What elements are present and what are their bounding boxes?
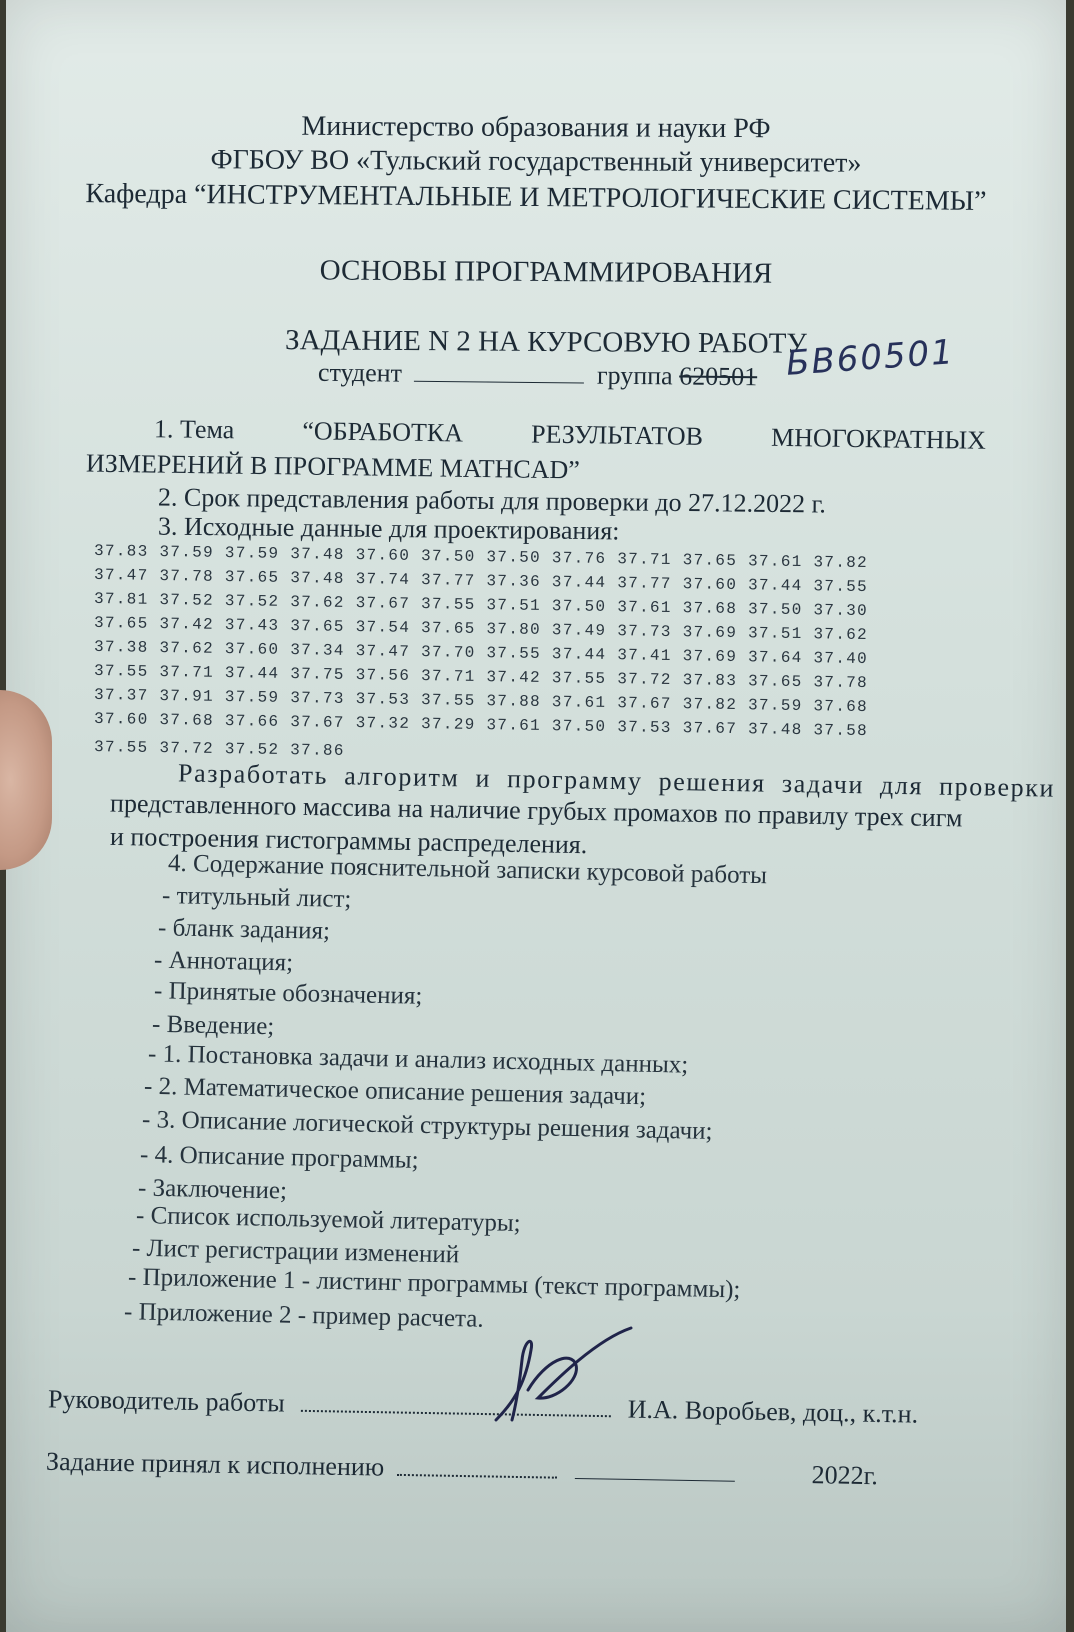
topic-word-2: “ОБРАБОТКА [302, 416, 464, 448]
contents-item: - 3. Описание логической структуры решения задачи; [141, 1106, 713, 1145]
data-row: 37.65 37.42 37.43 37.65 37.54 37.65 37.80 37.49 37.73 37.69 37.51 37.62 [93, 613, 869, 645]
supervisor-label: Руководитель работы [47, 1384, 286, 1418]
department-line: Кафедра “ИНСТРУМЕНТАЛЬНЫЕ И МЕТРОЛОГИЧЕСКИЕ СИСТЕМЫ” [85, 178, 987, 217]
supervisor-signature [476, 1320, 646, 1430]
deadline-line: 2. Срок представления работы для проверки до 27.12.2022 г. [157, 482, 826, 519]
task-title: ЗАДАНИЕ N 2 НА КУРСОВУЮ РАБОТУ [285, 324, 807, 360]
data-row: 37.83 37.59 37.59 37.48 37.60 37.50 37.50 37.76 37.71 37.65 37.61 37.82 [93, 541, 869, 573]
task-paragraph-line-3: и построения гистограммы распределения. [109, 821, 588, 860]
contents-item: - Лист регистрации изменений [131, 1234, 460, 1269]
student-name-blank [414, 381, 584, 384]
topic-continuation: ИЗМЕРЕНИЙ В ПРОГРАММЕ MATHCAD” [85, 448, 580, 485]
university-line: ФГБОУ ВО «Тульский государственный университет» [210, 144, 862, 179]
group-label: группа [596, 360, 673, 391]
contents-item: - Приложение 2 - пример расчета. [123, 1298, 484, 1333]
contents-heading: 4. Содержание пояснительной записки курсовой работы [167, 849, 768, 890]
accepted-label: Задание принял к исполнению [45, 1446, 385, 1482]
topic-line [154, 414, 986, 456]
topic-word-4: МНОГОКРАТНЫХ [770, 422, 987, 455]
group-struck-number: 620501 [679, 361, 758, 392]
thumb [0, 690, 52, 870]
accepted-date-blank [575, 1478, 735, 1482]
student-label: студент [317, 357, 403, 388]
contents-item: - титульный лист; [161, 882, 352, 913]
supervisor-name: И.А. Воробьев, доц., к.т.н. [627, 1394, 919, 1429]
contents-item: - 2. Математическое описание решения задачи; [143, 1072, 647, 1111]
document-sheet [6, 0, 1066, 1632]
contents-item: - Принятые обозначения; [153, 977, 423, 1010]
contents-item: - Аннотация; [153, 946, 294, 977]
data-row: 37.81 37.52 37.52 37.62 37.67 37.55 37.51 37.50 37.61 37.68 37.50 37.30 [93, 589, 869, 621]
accepted-year: 2022г. [811, 1460, 879, 1491]
contents-item: - Приложение 1 - листинг программы (текст программы); [127, 1263, 741, 1304]
contents-item: - 1. Постановка задачи и анализ исходных данных; [147, 1040, 689, 1079]
data-row: 37.55 37.72 37.52 37.86 [93, 738, 345, 760]
group-handwritten: БВ60501 [784, 332, 957, 384]
ministry-line: Министерство образования и науки РФ [301, 110, 771, 145]
data-row: 37.60 37.68 37.66 37.67 37.32 37.29 37.61 37.50 37.53 37.67 37.48 37.58 [93, 709, 869, 741]
contents-item: - 4. Описание программы; [139, 1141, 419, 1174]
task-paragraph-line-1: Разработать алгоритм и программу решения задачи для проверки [177, 758, 1056, 803]
task-paragraph-line-2: представленного массива на наличие грубых промахов по правилу трех сигм [109, 788, 963, 833]
contents-item: - Введение; [151, 1010, 275, 1041]
student-line [318, 358, 757, 393]
topic-word-1: 1. Тема [153, 414, 235, 445]
data-row: 37.55 37.71 37.44 37.75 37.56 37.71 37.42 37.55 37.72 37.83 37.65 37.78 [93, 661, 869, 693]
data-row: 37.47 37.78 37.65 37.48 37.74 37.77 37.36 37.44 37.77 37.60 37.44 37.55 [93, 565, 869, 597]
course-title: ОСНОВЫ ПРОГРАММИРОВАНИЯ [319, 254, 773, 290]
contents-item: - Заключение; [137, 1174, 288, 1205]
topic-word-3: РЕЗУЛЬТАТОВ [530, 419, 704, 451]
contents-item: - Список используемой литературы; [135, 1201, 521, 1238]
accepted-line [46, 1447, 878, 1492]
accepted-signature-line [397, 1474, 557, 1479]
data-row: 37.37 37.91 37.59 37.73 37.53 37.55 37.88 37.61 37.67 37.82 37.59 37.68 [93, 685, 869, 717]
data-row: 37.38 37.62 37.60 37.34 37.47 37.70 37.55 37.44 37.41 37.69 37.64 37.40 [93, 637, 869, 669]
source-data-line: 3. Исходные данные для проектирования: [157, 511, 620, 546]
contents-item: - бланк задания; [157, 914, 331, 945]
